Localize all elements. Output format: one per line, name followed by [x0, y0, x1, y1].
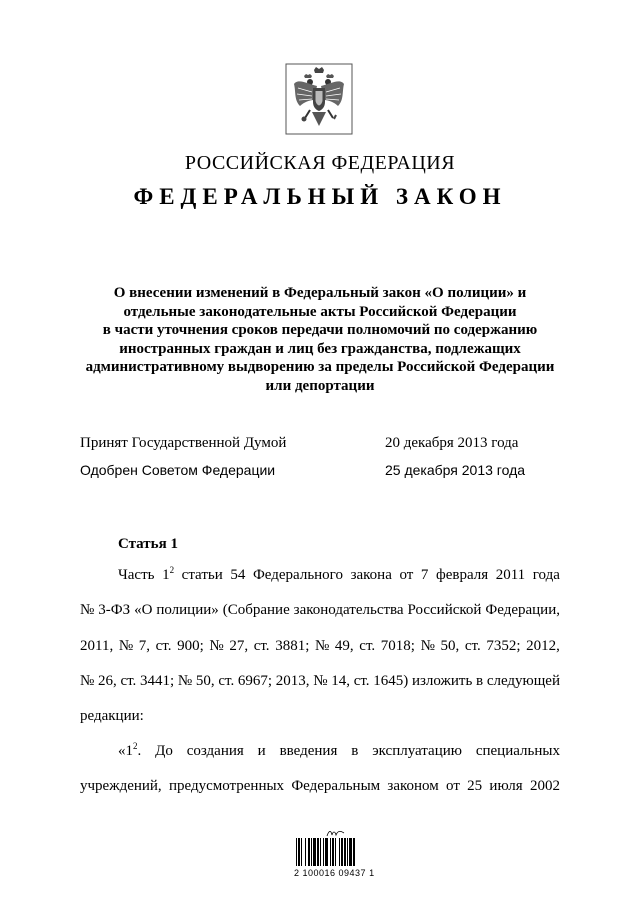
word: учреждений, — [80, 778, 162, 794]
word: 3881; — [275, 638, 310, 654]
word: предусмотренных — [168, 778, 285, 794]
word: ст. — [253, 638, 270, 654]
word: 3-ФЗ — [98, 602, 131, 618]
word: в — [476, 673, 484, 689]
duma-adoption-date: 20 декабря 2013 года — [385, 435, 519, 451]
word: 25 — [467, 778, 483, 794]
word: (Собрание — [222, 602, 290, 618]
word: № — [313, 673, 328, 689]
subject-line: или депортации — [265, 377, 375, 394]
word: 6967; — [237, 673, 273, 689]
subject-line: иностранных граждан и лиц без гражданства, подлежащих — [119, 340, 521, 357]
word: 2002 — [529, 778, 560, 794]
word: 900; — [177, 638, 204, 654]
word: ст. — [464, 638, 481, 654]
law-subject — [60, 284, 580, 395]
word: февраля — [436, 567, 489, 583]
subject-line: отдельные законодательные акты Российской Федерации — [123, 303, 517, 320]
word: 7, — [138, 638, 151, 654]
word: в — [351, 743, 359, 759]
word: ст. — [353, 673, 370, 689]
word: создания — [186, 743, 244, 759]
word: № — [177, 673, 193, 689]
barcode-bar — [301, 838, 302, 866]
barcode-bar — [347, 838, 348, 866]
superscript: 2 — [169, 565, 175, 575]
word: 7352; — [486, 638, 521, 654]
word: введения — [279, 743, 338, 759]
paragraph-line — [80, 638, 560, 655]
word: До — [155, 743, 173, 759]
council-approval-date: 25 декабря 2013 года — [385, 462, 526, 478]
barcode-bar — [313, 838, 316, 866]
word: июля — [489, 778, 523, 794]
subject-line: в части уточнения сроков передачи полномочий по содержанию — [102, 322, 538, 338]
word: «О — [134, 602, 153, 618]
word: 1 — [162, 567, 170, 583]
word-with-superscript — [162, 567, 174, 584]
word: 7018; — [380, 638, 415, 654]
word: ст. — [218, 673, 235, 689]
barcode-bar — [339, 838, 340, 866]
subject-line: административному выдворению за пределы Российской Федерации — [85, 359, 555, 375]
paragraph-line — [80, 602, 560, 619]
word: 2011, — [80, 638, 114, 654]
paragraph-line — [80, 673, 560, 690]
handwritten-initials — [326, 828, 346, 838]
word: 14, — [331, 673, 350, 689]
word: специальных — [475, 743, 560, 759]
word: 7 — [420, 567, 429, 583]
word: 27, — [229, 638, 249, 654]
word: 2011 — [495, 567, 526, 583]
paragraph-line: редакции: — [80, 708, 144, 724]
word-with-superscript — [118, 743, 141, 760]
word: следующей — [486, 673, 560, 689]
word: № — [314, 638, 330, 654]
word: № — [80, 673, 95, 689]
word: Федерации, — [485, 602, 560, 618]
word: законом — [387, 778, 439, 794]
barcode-bar — [325, 838, 328, 866]
barcode-bar — [298, 838, 300, 866]
word: изложить — [411, 673, 473, 689]
barcode-bar — [353, 838, 355, 866]
article-heading: Статья 1 — [118, 536, 178, 552]
country-name: РОССИЙСКАЯ ФЕДЕРАЦИЯ — [184, 152, 456, 174]
paragraph-line — [118, 743, 560, 760]
barcode-bar — [330, 838, 331, 866]
paragraph-line — [80, 778, 560, 795]
word: № — [80, 602, 95, 618]
duma-adoption-label: Принят Государственной Думой — [80, 435, 287, 451]
word: 26, — [98, 673, 117, 689]
barcode-bar — [344, 838, 346, 866]
council-approval-label: Одобрен Советом Федерации — [80, 462, 276, 478]
barcode-bar — [296, 838, 297, 866]
word: ст. — [120, 673, 137, 689]
paragraph-line — [118, 567, 560, 584]
word: Федерального — [252, 567, 343, 583]
word: закона — [350, 567, 392, 583]
word: года — [532, 567, 560, 583]
subject-line: О внесении изменений в Федеральный закон «О полиции» и — [113, 285, 527, 301]
word: 50, — [440, 638, 460, 654]
word: № — [420, 638, 435, 654]
barcode-bar — [308, 838, 310, 866]
word: 49, — [334, 638, 354, 654]
word: № — [118, 638, 134, 654]
superscript: 2 — [133, 741, 138, 751]
barcode-bar — [320, 838, 321, 866]
word: и — [257, 743, 266, 759]
word: 2012, — [526, 638, 560, 654]
barcode-number: 2 100016 09437 1 — [294, 868, 375, 878]
word: от — [446, 778, 460, 794]
word: «1 — [118, 743, 133, 759]
barcode-bar — [349, 838, 352, 866]
word: полиции» — [156, 602, 219, 618]
word: эксплуатацию — [372, 743, 462, 759]
word: Часть — [118, 567, 155, 583]
word: ст. — [155, 638, 172, 654]
barcode-bar — [317, 838, 319, 866]
word: 54 — [230, 567, 246, 583]
barcode-bar — [311, 838, 312, 866]
word: законодательства — [293, 602, 404, 618]
word: 1645) — [373, 673, 409, 689]
barcode-bar — [305, 838, 306, 866]
barcode-bars — [296, 838, 374, 866]
barcode-bar — [341, 838, 343, 866]
document-barcode — [296, 828, 376, 882]
barcode-bar — [323, 838, 324, 866]
word: 50, — [195, 673, 215, 689]
barcode-bar — [335, 838, 336, 866]
word: № — [209, 638, 224, 654]
law-title: ФЕДЕРАЛЬНЫЙ ЗАКОН — [133, 184, 507, 209]
word: 3441; — [140, 673, 175, 689]
coat-of-arms-emblem — [284, 62, 354, 136]
word: от — [399, 567, 414, 583]
punctuation: . — [137, 743, 142, 759]
word: Федеральным — [291, 778, 381, 794]
word: ст. — [359, 638, 376, 654]
word: Российской — [407, 602, 482, 618]
word: 2013, — [275, 673, 310, 689]
barcode-bar — [332, 838, 334, 866]
word: статьи — [181, 567, 223, 583]
